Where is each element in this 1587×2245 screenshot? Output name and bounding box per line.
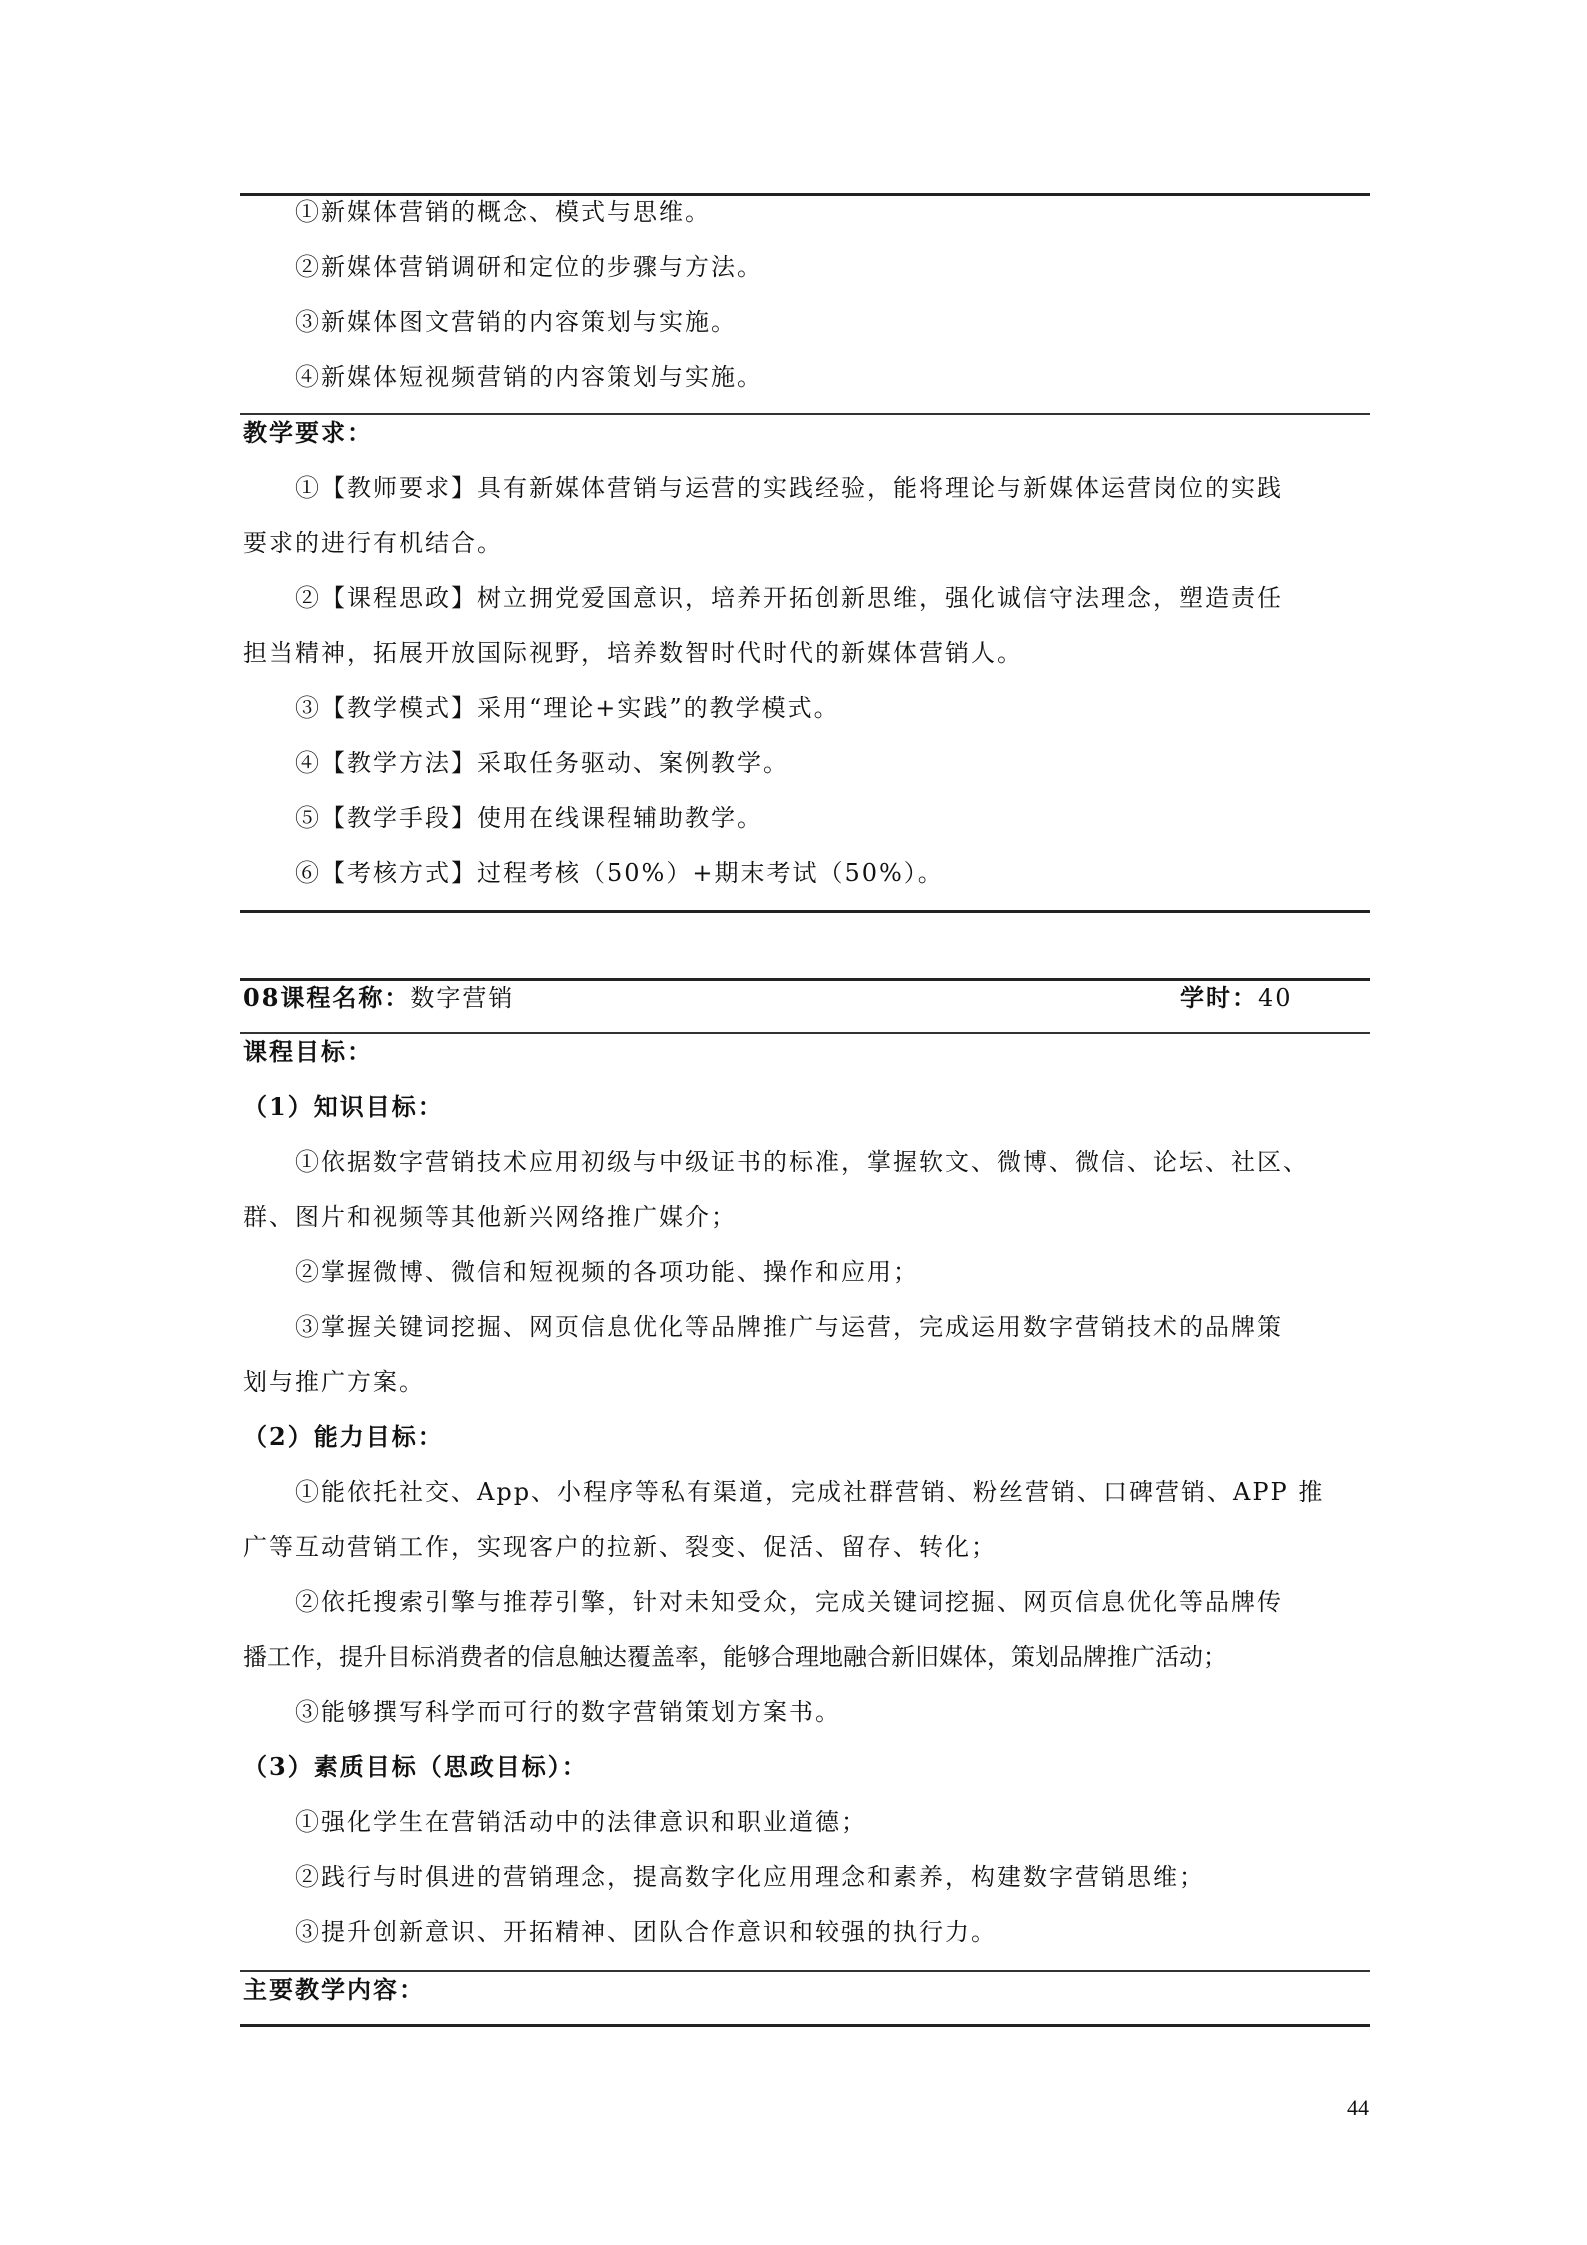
requirements-heading: 教学要求： xyxy=(243,418,373,447)
content-item-3: ③新媒体图文营销的内容策划与实施。 xyxy=(295,308,737,336)
course-table-top-rule xyxy=(240,978,1370,981)
requirement-3: ③【教学模式】采用“理论+实践”的教学模式。 xyxy=(295,694,840,722)
requirement-5: ⑤【教学手段】使用在线课程辅助教学。 xyxy=(295,804,763,832)
ability-1-line-2: 广等互动营销工作，实现客户的拉新、裂变、促活、留存、转化； xyxy=(243,1533,997,1561)
quality-3: ③提升创新意识、开拓精神、团队合作意识和较强的执行力。 xyxy=(295,1918,997,1946)
main-content-heading: 主要教学内容： xyxy=(243,1975,425,2004)
content-item-4: ④新媒体短视频营销的内容策划与实施。 xyxy=(295,363,763,391)
content-item-1: ①新媒体营销的概念、模式与思维。 xyxy=(295,198,711,226)
objectives-heading: 课程目标： xyxy=(243,1037,373,1066)
course-header-divider xyxy=(240,1032,1370,1034)
knowledge-1-line-1: ①依据数字营销技术应用初级与中级证书的标准，掌握软文、微博、微信、论坛、社区、 xyxy=(295,1148,1309,1176)
ability-3: ③能够撰写科学而可行的数字营销策划方案书。 xyxy=(295,1698,841,1726)
page-number: 44 xyxy=(1347,2095,1369,2120)
table-top-rule xyxy=(240,193,1370,196)
ability-2-line-2: 播工作，提升目标消费者的信息触达覆盖率，能够合理地融合新旧媒体，策划品牌推广活动； xyxy=(243,1643,1227,1671)
requirement-4: ④【教学方法】采取任务驱动、案例教学。 xyxy=(295,749,789,777)
section-divider xyxy=(240,413,1370,415)
requirement-1-line-1: ①【教师要求】具有新媒体营销与运营的实践经验，能将理论与新媒体运营岗位的实践 xyxy=(295,474,1283,502)
course-name-value: 数字营销 xyxy=(410,984,515,1012)
course-hours xyxy=(1180,983,1293,1013)
requirement-1-line-2: 要求的进行有机结合。 xyxy=(243,529,503,557)
course-number: 08 xyxy=(243,983,281,1012)
table-bottom-rule xyxy=(240,910,1370,913)
requirement-2-line-1: ②【课程思政】树立拥党爱国意识，培养开拓创新思维，强化诚信守法理念，塑造责任 xyxy=(295,584,1283,612)
knowledge-3-line-1: ③掌握关键词挖掘、网页信息优化等品牌推广与运营，完成运用数字营销技术的品牌策 xyxy=(295,1313,1283,1341)
requirement-6: ⑥【考核方式】过程考核（50%）+期末考试（50%）。 xyxy=(295,859,944,887)
ability-1-line-1: ①能依托社交、App、小程序等私有渠道，完成社群营销、粉丝营销、口碑营销、APP 推 xyxy=(295,1478,1325,1506)
ability-heading: （2）能力目标： xyxy=(243,1422,444,1451)
content-item-2: ②新媒体营销调研和定位的步骤与方法。 xyxy=(295,253,763,281)
knowledge-heading: （1）知识目标： xyxy=(243,1092,444,1121)
course-title-row xyxy=(243,983,514,1013)
quality-1: ①强化学生在营销活动中的法律意识和职业道德； xyxy=(295,1808,867,1836)
hours-value: 40 xyxy=(1258,984,1293,1012)
hours-label: 学时： xyxy=(1180,983,1258,1012)
course-name-label: 课程名称： xyxy=(280,983,411,1012)
requirement-2-line-2: 担当精神，拓展开放国际视野，培养数智时代时代的新媒体营销人。 xyxy=(243,639,1023,667)
ability-2-line-1: ②依托搜索引擎与推荐引擎，针对未知受众，完成关键词挖掘、网页信息优化等品牌传 xyxy=(295,1588,1283,1616)
course-table-bottom-rule xyxy=(240,2024,1370,2027)
knowledge-1-line-2: 群、图片和视频等其他新兴网络推广媒介； xyxy=(243,1203,737,1231)
quality-heading: （3）素质目标（思政目标）： xyxy=(243,1752,588,1781)
quality-2: ②践行与时俱进的营销理念，提高数字化应用理念和素养，构建数字营销思维； xyxy=(295,1863,1205,1891)
knowledge-3-line-2: 划与推广方案。 xyxy=(243,1368,425,1396)
main-content-divider xyxy=(240,1970,1370,1972)
knowledge-2: ②掌握微博、微信和短视频的各项功能、操作和应用； xyxy=(295,1258,919,1286)
